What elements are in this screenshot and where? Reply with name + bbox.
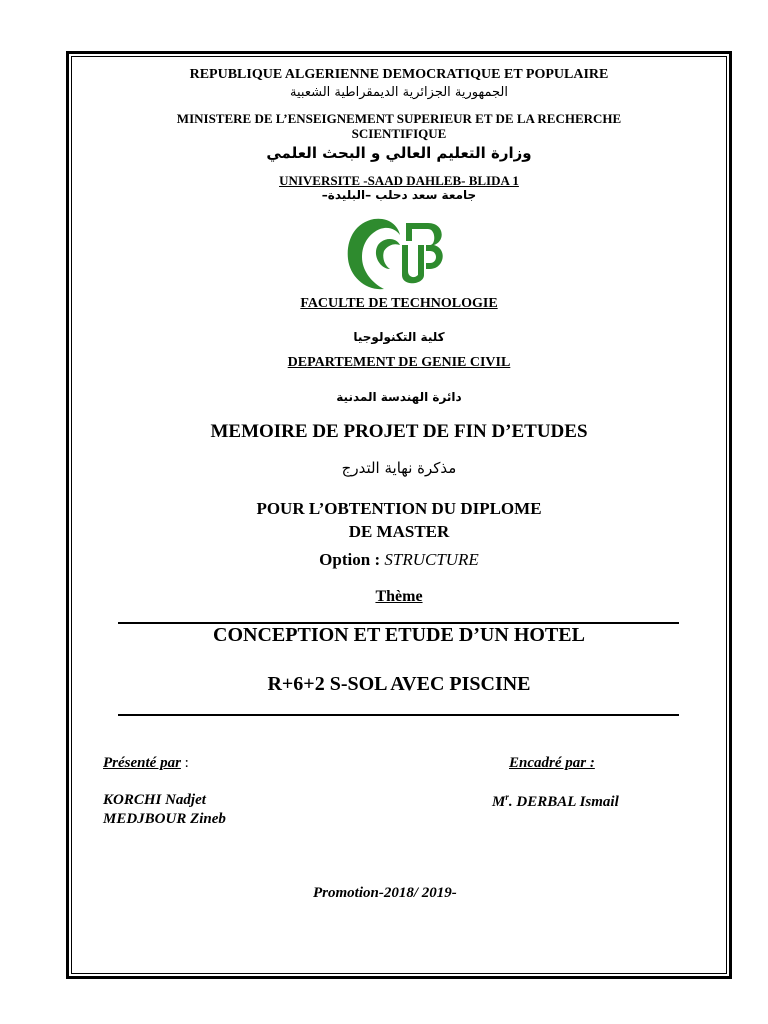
option-label: Option : bbox=[319, 550, 381, 569]
ministry-fr-line1: MINISTERE DE L’ENSEIGNEMENT SUPERIEUR ET DE LA RECHERCHE bbox=[176, 111, 622, 126]
logo-emblem-icon bbox=[348, 219, 443, 289]
memoire-fr: MEMOIRE DE PROJET DE FIN D’ETUDES bbox=[210, 421, 588, 442]
supervisor-name-line bbox=[492, 792, 619, 811]
theme-title-line1: CONCEPTION ET ETUDE D’UN HOTEL bbox=[213, 624, 585, 646]
supervised-label: Encadré par : bbox=[509, 755, 595, 771]
university-fr: UNIVERSITE -SAAD DAHLEB- BLIDA 1 bbox=[279, 173, 519, 188]
supervisor-prefix-sup: r bbox=[505, 792, 509, 802]
theme-title-line2: R+6+2 S-SOL AVEC PISCINE bbox=[267, 673, 531, 695]
presented-label-line bbox=[103, 755, 189, 772]
option-line bbox=[71, 550, 727, 570]
supervisor-name: . DERBAL Ismail bbox=[508, 794, 619, 810]
ministry-ar: وزارة التعليم العالي و البحث العلمي bbox=[266, 144, 532, 162]
memoire-ar: مذكرة نهاية التدرج bbox=[341, 459, 457, 477]
diploma-line1: POUR L’OBTENTION DU DIPLOME bbox=[256, 499, 542, 518]
diploma-line2: DE MASTER bbox=[348, 522, 450, 541]
department-fr: DEPARTEMENT DE GENIE CIVIL bbox=[287, 355, 511, 370]
presented-label: Présenté par bbox=[103, 755, 181, 771]
university-logo bbox=[344, 215, 450, 293]
title-rule-bottom bbox=[118, 714, 679, 716]
ministry-fr-line2: SCIENTIFIQUE bbox=[351, 126, 447, 141]
republic-fr: REPUBLIQUE ALGERIENNE DEMOCRATIQUE ET POPULAIRE bbox=[189, 67, 609, 82]
student-2: MEDJBOUR Zineb bbox=[103, 811, 226, 827]
theme-label: Thème bbox=[375, 588, 423, 605]
option-value: STRUCTURE bbox=[384, 550, 479, 569]
republic-ar: الجمهورية الجزائرية الديمقراطية الشعبية bbox=[290, 85, 508, 100]
faculty-ar: كلية التكنولوجيا bbox=[353, 330, 445, 344]
student-1: KORCHI Nadjet bbox=[103, 792, 206, 808]
university-ar: جامعة سعد دحلب –البليدة– bbox=[321, 188, 477, 202]
supervisor-prefix: M bbox=[492, 794, 506, 810]
promotion: Promotion-2018/ 2019- bbox=[313, 885, 457, 901]
faculty-fr: FACULTE DE TECHNOLOGIE bbox=[300, 296, 498, 311]
department-ar: دائرة الهندسة المدنية bbox=[336, 390, 462, 404]
presented-colon: : bbox=[184, 755, 189, 771]
